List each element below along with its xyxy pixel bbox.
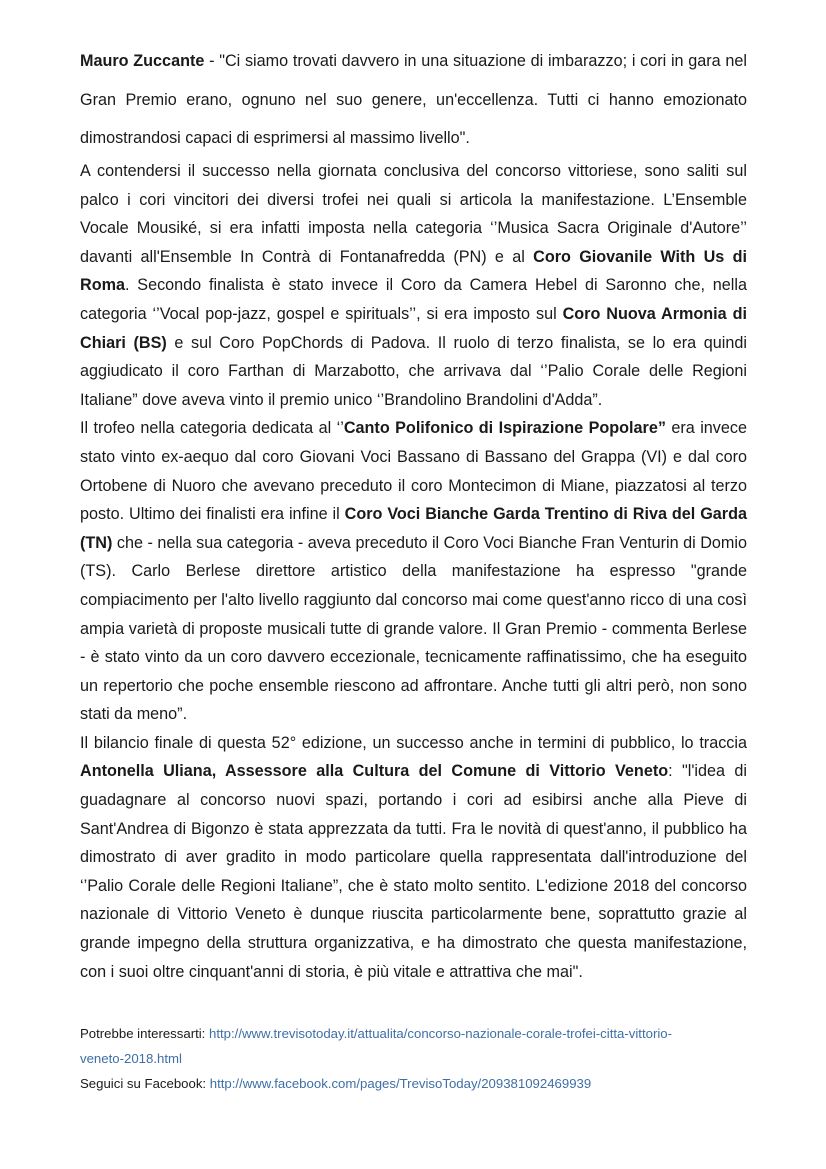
p1-text-2: . Secondo finalista è stato invece il Coro da Camera Hebel di Saronno che, nella categoria ‘’Vocal pop-jazz, gospel e spirituals’’, si era imposto sul — [80, 276, 747, 323]
p2-bold-1: Canto Polifonico di Ispirazione Popolare” — [343, 419, 666, 438]
related-line-2 — [80, 1046, 760, 1071]
p2-text-2: era invece stato vinto ex-aequo dal coro Giovani Voci Bassano di Bassano del Grappa (VI) e dal coro Ortobene di Nuoro che avevano preceduto il coro Montecimon di Miane, piazzatosi al terzo posto. Ultimo dei finalisti era infine il — [80, 419, 747, 524]
p2-text-3: che - nella sua categoria - aveva preceduto il Coro Voci Bianche Fran Venturin di Domio (TS). Carlo Berlese direttore artistico della manifestazione ha espresso "grande compiacimento per l'alto livello raggiunto dal concorso mai come quest'anno ricco di una così ampia varietà di proposte musicali tutte di grande valore. Il Gran Premio - commenta Berlese - è stato vinto da un coro davvero eccezionale, tecnicamente raffinatissimo, che ha eseguito un repertorio che poche ensemble riescono ad affrontare. Anche tutti gli altri però, non sono stati da meno”. — [80, 533, 747, 724]
p1-text-3: e sul Coro PopChords di Padova. Il ruolo di terzo finalista, se lo era quindi aggiudicato il coro Farthan di Marzabotto, che arrivava dal ‘’Palio Corale delle Regioni Italiane” dove aveva vinto il premio unico ‘’Brandolino Brandolini d'Adda”. — [80, 333, 747, 409]
p3-text-1: Il bilancio finale di questa 52° edizione, un successo anche in termini di pubblico, lo traccia — [80, 733, 747, 752]
p3-text-2: : "l'idea di guadagnare al concorso nuovi spazi, portando i cori ad esibirsi anche alla Pieve di Sant'Andrea di Bigonzo è stata apprezzata da tutti. Fra le novità di quest'anno, il pubblico ha dimostrato di aver gradito in modo particolare quella rappresentata dall'introduzione del ‘’Palio Corale delle Regioni Italiane”, che è stato molto sentito. L'edizione 2018 del concorso nazionale di Vittorio Veneto è dunque riuscita particolarmente bene, soprattutto grazie al grande impegno della struttura organizzativa, e ha dimostrato che questa manifestazione, con i suoi oltre cinquant'anni di storia, è più vitale e attrattiva che mai". — [80, 762, 747, 981]
p3-bold-1: Antonella Uliana, Assessore alla Cultura del Comune di Vittorio Veneto — [80, 762, 669, 781]
facebook-label: Seguici su Facebook: — [80, 1076, 210, 1091]
facebook-link[interactable]: http://www.facebook.com/pages/TrevisoToday/209381092469939 — [209, 1076, 592, 1091]
speaker-name: Mauro Zuccante — [80, 52, 205, 70]
related-label: Potrebbe interessarti: — [80, 1026, 210, 1041]
paragraph-3 — [80, 729, 747, 986]
p2-text-1: Il trofeo nella categoria dedicata al ‘’ — [80, 419, 344, 438]
article-body — [80, 157, 747, 986]
speaker-quote: - "Ci siamo trovati davvero in una situazione di imbarazzo; i cori in gara nel Gran Premio erano, ognuno nel suo genere, un'eccellenza. Tutti ci hanno emozionato dimostrandosi capaci di esprimersi al massimo livello". — [80, 52, 747, 147]
facebook-line — [80, 1071, 760, 1096]
intro-paragraph — [80, 42, 747, 158]
p1-bold-2: Coro Nuova Armonia di Chiari (BS) — [80, 304, 747, 352]
p1-text-1: A contendersi il successo nella giornata conclusiva del concorso vittoriese, sono saliti sul palco i cori vincitori dei diversi trofei nei quali si articola la manifestazione. L’Ensemble Vocale Mousiké, si era infatti imposta nella categoria ‘’Musica Sacra Originale d'Autore’’ davanti all'Ensemble In Contrà di Fontanafredda (PN) e al — [80, 162, 747, 266]
related-article-link[interactable]: http://www.trevisotoday.it/attualita/concorso-nazionale-corale-trofei-citta-vittorio- — [209, 1026, 672, 1041]
p2-bold-2: Coro Voci Bianche Garda Trentino di Riva del Garda (TN) — [80, 505, 747, 552]
related-article-link-cont[interactable]: veneto-2018.html — [80, 1051, 182, 1066]
related-line — [80, 1021, 760, 1046]
footer-links — [80, 1021, 760, 1096]
paragraph-1 — [80, 157, 747, 414]
paragraph-2 — [80, 414, 747, 729]
p1-bold-1: Coro Giovanile With Us di Roma — [80, 247, 747, 295]
